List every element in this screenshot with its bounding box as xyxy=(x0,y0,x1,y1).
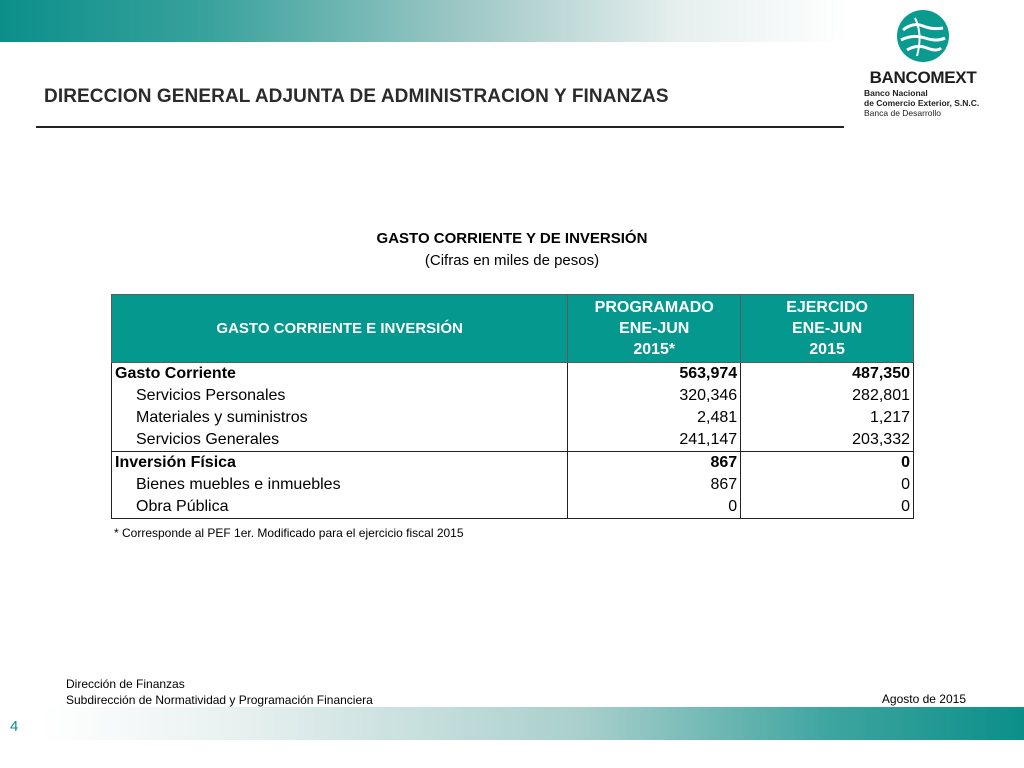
bancomext-globe-icon xyxy=(895,8,951,64)
logo-name: BANCOMEXT xyxy=(869,68,977,87)
table-row xyxy=(112,429,914,452)
logo-line-2: de Comercio Exterior, S.N.C. xyxy=(864,98,980,108)
header-ejercido-line: ENE-JUN xyxy=(791,320,863,337)
row-label: Materiales y suministros xyxy=(112,407,568,429)
row-ejercido: 0 xyxy=(741,496,914,519)
row-label: Servicios Generales xyxy=(112,429,568,452)
row-programado: 0 xyxy=(568,496,741,519)
page-title: DIRECCION GENERAL ADJUNTA DE ADMINISTRACION Y FINANZAS xyxy=(44,86,669,107)
table-row xyxy=(112,496,914,519)
row-programado: 867 xyxy=(568,452,741,475)
row-ejercido: 0 xyxy=(741,474,914,496)
row-programado: 2,481 xyxy=(568,407,741,429)
row-ejercido: 1,217 xyxy=(741,407,914,429)
header-ejercido xyxy=(741,295,914,363)
row-ejercido: 203,332 xyxy=(741,429,914,452)
footer-line-1: Dirección de Finanzas xyxy=(66,677,185,691)
row-ejercido: 282,801 xyxy=(741,385,914,407)
title-divider xyxy=(36,126,844,128)
logo-line-3: Banca de Desarrollo xyxy=(864,108,942,118)
header-programado xyxy=(568,295,741,363)
logo-line-1: Banco Nacional xyxy=(864,88,928,98)
expense-table xyxy=(111,294,914,519)
row-programado: 241,147 xyxy=(568,429,741,452)
header-programado-line: ENE-JUN xyxy=(619,320,690,337)
row-label: Gasto Corriente xyxy=(112,363,568,386)
header-concept: GASTO CORRIENTE E INVERSIÓN xyxy=(112,295,568,363)
header-ejercido-line: EJERCIDO xyxy=(786,299,868,316)
table-row xyxy=(112,407,914,429)
row-programado: 320,346 xyxy=(568,385,741,407)
report-title: GASTO CORRIENTE Y DE INVERSIÓN xyxy=(376,230,648,247)
row-label: Obra Pública xyxy=(112,496,568,519)
header-ejercido-line: 2015 xyxy=(809,341,845,358)
row-programado: 867 xyxy=(568,474,741,496)
footer-date: Agosto de 2015 xyxy=(881,692,966,706)
header-programado-line: PROGRAMADO xyxy=(594,299,714,316)
footer-department xyxy=(66,676,373,708)
row-label: Inversión Física xyxy=(112,452,568,475)
row-programado: 563,974 xyxy=(568,363,741,386)
page-number: 4 xyxy=(10,718,19,735)
row-ejercido: 0 xyxy=(741,452,914,475)
table-row xyxy=(112,474,914,496)
footer-band xyxy=(40,707,1024,740)
table-row xyxy=(112,385,914,407)
footnote: * Corresponde al PEF 1er. Modificado para el ejercicio fiscal 2015 xyxy=(114,526,464,540)
bancomext-logo xyxy=(858,8,988,123)
row-ejercido: 487,350 xyxy=(741,363,914,386)
header-band xyxy=(0,0,850,42)
table-header-row xyxy=(112,295,914,363)
report-subtitle: (Cifras en miles de pesos) xyxy=(424,252,600,269)
header-programado-line: 2015* xyxy=(633,341,676,358)
row-label: Bienes muebles e inmuebles xyxy=(112,474,568,496)
table-row xyxy=(112,363,914,386)
table-row xyxy=(112,452,914,475)
footer-line-2: Subdirección de Normatividad y Programación Financiera xyxy=(66,693,373,707)
row-label: Servicios Personales xyxy=(112,385,568,407)
